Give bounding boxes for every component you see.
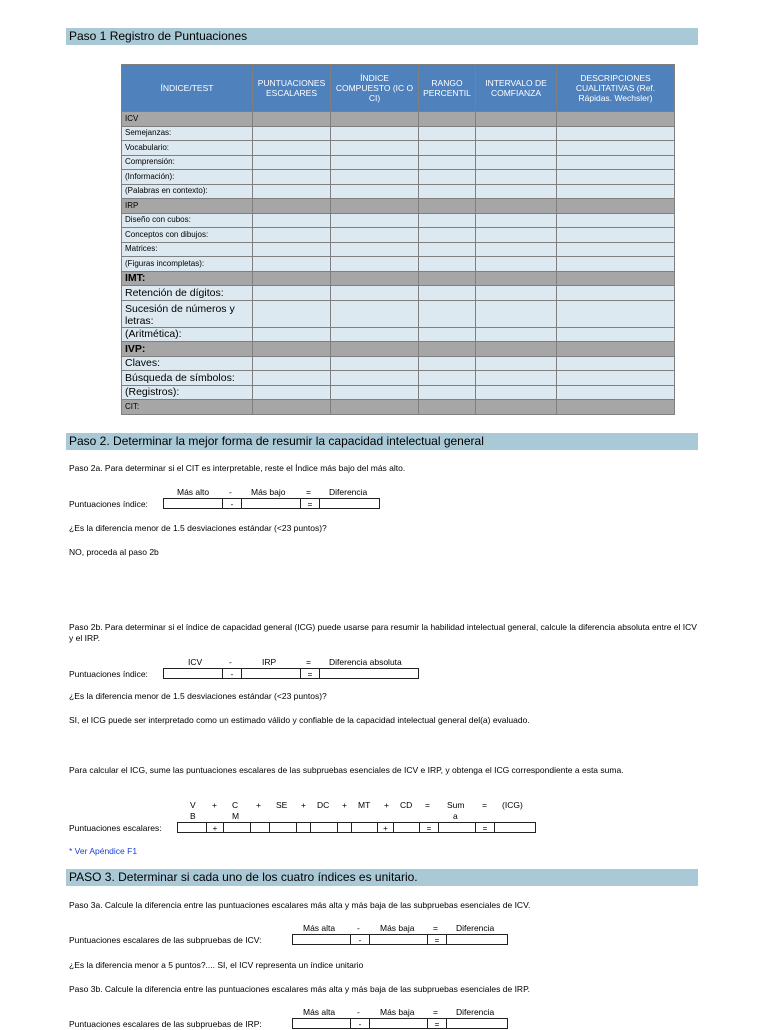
score-cell[interactable] <box>557 199 675 214</box>
table-row <box>122 213 675 228</box>
score-cell[interactable] <box>419 385 476 400</box>
score-cell[interactable] <box>419 213 476 228</box>
row-label: (Aritmética): <box>122 327 253 342</box>
score-cell[interactable] <box>557 184 675 199</box>
score-cell[interactable] <box>331 242 419 257</box>
paso2a-mas-alto-field[interactable] <box>163 498 223 509</box>
paso2b-label: Puntuaciones índice: <box>69 669 148 679</box>
paso3a-hdr-diferencia: Diferencia <box>456 923 495 933</box>
score-cell[interactable] <box>476 385 557 400</box>
score-cell[interactable] <box>476 112 557 127</box>
row-label: (Registros): <box>122 385 253 400</box>
paso3b-minus-cell: - <box>350 1018 370 1029</box>
icg-cm-field[interactable] <box>223 822 251 833</box>
score-cell[interactable] <box>557 112 675 127</box>
score-cell[interactable] <box>476 356 557 371</box>
score-cell[interactable] <box>331 126 419 141</box>
score-cell[interactable] <box>419 170 476 185</box>
score-cell[interactable] <box>253 213 331 228</box>
score-cell[interactable] <box>476 228 557 243</box>
paso2a-question: ¿Es la diferencia menor de 1.5 desviaciones estándar (<23 puntos)? <box>69 523 327 533</box>
score-cell[interactable] <box>476 170 557 185</box>
paso2a-hdr-diferencia: Diferencia <box>329 487 368 497</box>
apendice-f1-link[interactable]: * Ver Apéndice F1 <box>69 846 138 856</box>
score-cell[interactable] <box>253 112 331 127</box>
score-cell[interactable] <box>253 327 331 342</box>
score-cell[interactable] <box>557 213 675 228</box>
icg-hdr-sum: Sum <box>447 800 465 810</box>
icg-hdr-plus-5: + <box>384 800 389 810</box>
icg-gap-cell-3 <box>337 822 352 833</box>
score-cell[interactable] <box>476 242 557 257</box>
score-cell[interactable] <box>557 356 675 371</box>
row-label: Comprensión: <box>122 155 253 170</box>
icg-hdr-equals-2: = <box>482 800 487 810</box>
icg-plus-cell-1: + <box>206 822 224 833</box>
paso3b-hdr-mas-baja: Más baja <box>380 1007 415 1017</box>
score-cell[interactable] <box>331 300 419 327</box>
score-cell[interactable] <box>331 371 419 386</box>
score-cell[interactable] <box>253 126 331 141</box>
table-row <box>122 342 675 357</box>
row-label: Búsqueda de símbolos: <box>122 371 253 386</box>
score-cell[interactable] <box>331 213 419 228</box>
score-cell[interactable] <box>331 356 419 371</box>
table-row <box>122 371 675 386</box>
table-row <box>122 400 675 415</box>
score-cell[interactable] <box>476 141 557 156</box>
paso3a-mas-baja-field[interactable] <box>369 934 428 945</box>
table-row <box>122 170 675 185</box>
table-row <box>122 141 675 156</box>
score-cell[interactable] <box>419 300 476 327</box>
icg-hdr-plus-4: + <box>342 800 347 810</box>
row-label: (Figuras incompletas): <box>122 257 253 272</box>
paso3a-hdr-equals: = <box>433 923 438 933</box>
icg-hdr-equals-1: = <box>425 800 430 810</box>
paso3b-hdr-equals: = <box>433 1007 438 1017</box>
row-label: (Palabras en contexto): <box>122 184 253 199</box>
score-cell[interactable] <box>419 257 476 272</box>
paso3a-hdr-minus: - <box>357 923 360 933</box>
paso2a-label: Puntuaciones índice: <box>69 499 148 509</box>
score-cell[interactable] <box>331 286 419 301</box>
scores-table <box>121 64 675 415</box>
score-cell[interactable] <box>476 213 557 228</box>
paso3a-question: ¿Es la diferencia menor a 5 puntos?.... SI, el ICV representa un índice unitario <box>69 960 364 970</box>
paso2a-mas-bajo-field[interactable] <box>241 498 301 509</box>
table-row <box>122 257 675 272</box>
table-row <box>122 356 675 371</box>
score-cell[interactable] <box>476 371 557 386</box>
score-cell[interactable] <box>331 400 419 415</box>
paso2b-irp-field[interactable] <box>241 668 301 679</box>
paso2a-hdr-mas-alto: Más alto <box>177 487 210 497</box>
icg-se-field[interactable] <box>269 822 297 833</box>
score-cell[interactable] <box>557 155 675 170</box>
paso2b-equals-cell: = <box>300 668 320 679</box>
row-label: CIT: <box>122 400 253 415</box>
score-cell[interactable] <box>419 112 476 127</box>
score-cell[interactable] <box>557 286 675 301</box>
score-cell[interactable] <box>557 228 675 243</box>
icg-equals-cell-1: = <box>419 822 439 833</box>
icg-hdr-cm: C <box>232 800 239 810</box>
paso2b-hdr-icv: ICV <box>188 657 203 667</box>
row-label: (Información): <box>122 170 253 185</box>
paso2b-diferencia-field[interactable] <box>319 668 419 679</box>
score-cell[interactable] <box>557 385 675 400</box>
score-cell[interactable] <box>557 141 675 156</box>
paso2b-hdr-diferencia-absoluta: Diferencia absoluta <box>329 657 402 667</box>
paso3b-hdr-diferencia: Diferencia <box>456 1007 495 1017</box>
row-label: Conceptos con dibujos: <box>122 228 253 243</box>
paso3a-mas-alta-field[interactable] <box>292 934 351 945</box>
score-cell[interactable] <box>476 199 557 214</box>
icg-gap-cell-2 <box>296 822 311 833</box>
paso2b-instructions: Paso 2b. Para determinar si el índice de capacidad general (ICG) puede usarse para resumir la habilidad intelectual general, calcule la diferencia absoluta entre el ICV y el IRP. <box>69 622 697 643</box>
icg-vb-field[interactable] <box>177 822 207 833</box>
paso1-title: Paso 1 Registro de Puntuaciones <box>66 28 698 45</box>
paso3a-diferencia-field[interactable] <box>446 934 508 945</box>
table-row <box>122 300 675 327</box>
header-intervalo-confianza: INTERVALO DE COMFIANZA <box>476 65 557 112</box>
row-label: ICV <box>122 112 253 127</box>
score-cell[interactable] <box>419 199 476 214</box>
paso2-title: Paso 2. Determinar la mejor forma de resumir la capacidad intelectual general <box>66 433 698 450</box>
row-label: Sucesión de números y letras: <box>122 300 253 327</box>
score-cell[interactable] <box>253 400 331 415</box>
score-cell[interactable] <box>419 155 476 170</box>
score-cell[interactable] <box>253 170 331 185</box>
paso3a-label: Puntuaciones escalares de las subpruebas de ICV: <box>69 935 262 945</box>
score-cell[interactable] <box>419 356 476 371</box>
score-cell[interactable] <box>419 126 476 141</box>
row-label: Retención de dígitos: <box>122 286 253 301</box>
score-cell[interactable] <box>476 286 557 301</box>
paso3a-minus-cell: - <box>350 934 370 945</box>
score-cell[interactable] <box>253 199 331 214</box>
icg-hdr-se: SE <box>276 800 288 810</box>
header-puntuaciones-escalares: PUNTUACIONES ESCALARES <box>253 65 331 112</box>
score-cell[interactable] <box>331 271 419 286</box>
score-cell[interactable] <box>557 126 675 141</box>
score-cell[interactable] <box>253 385 331 400</box>
score-cell[interactable] <box>331 199 419 214</box>
paso2a-hdr-mas-bajo: Más bajo <box>251 487 286 497</box>
row-label: Diseño con cubos: <box>122 213 253 228</box>
paso3b-label: Puntuaciones escalares de las subpruebas de IRP: <box>69 1019 262 1029</box>
icg-cd-field[interactable] <box>393 822 420 833</box>
paso2b-question: ¿Es la diferencia menor de 1.5 desviaciones estándar (<23 puntos)? <box>69 691 327 701</box>
score-cell[interactable] <box>253 184 331 199</box>
row-label: Semejanzas: <box>122 126 253 141</box>
score-cell[interactable] <box>476 271 557 286</box>
table-row <box>122 228 675 243</box>
icg-gap-cell-1 <box>250 822 270 833</box>
paso2b-minus-cell: - <box>222 668 242 679</box>
score-cell[interactable] <box>253 356 331 371</box>
score-cell[interactable] <box>557 327 675 342</box>
score-cell[interactable] <box>419 327 476 342</box>
icg-suma-field[interactable] <box>438 822 476 833</box>
score-cell[interactable] <box>331 112 419 127</box>
paso2c-instructions: Para calcular el ICG, sume las puntuaciones escalares de las subpruebas esenciales de ICV e IRP, y obtenga el ICG correspondiente a esta suma. <box>69 765 624 775</box>
score-cell[interactable] <box>253 371 331 386</box>
table-row <box>122 112 675 127</box>
score-cell[interactable] <box>419 400 476 415</box>
score-cell[interactable] <box>419 184 476 199</box>
paso2b-hdr-irp: IRP <box>262 657 277 667</box>
table-row <box>122 242 675 257</box>
header-rango-percentil: RANGO PERCENTIL <box>419 65 476 112</box>
score-cell[interactable] <box>419 141 476 156</box>
score-cell[interactable] <box>476 342 557 357</box>
table-row <box>122 126 675 141</box>
paso3b-equals-cell: = <box>427 1018 447 1029</box>
table-row <box>122 155 675 170</box>
icg-hdr-plus-1: + <box>212 800 217 810</box>
score-cell[interactable] <box>419 342 476 357</box>
row-label: IVP: <box>122 342 253 357</box>
icg-equals-cell-2: = <box>475 822 495 833</box>
row-label: IMT: <box>122 271 253 286</box>
header-indice-compuesto: ÍNDICE COMPUESTO (IC O CI) <box>331 65 419 112</box>
icg-mt-field[interactable] <box>351 822 378 833</box>
icg-result-field[interactable] <box>494 822 536 833</box>
score-cell[interactable] <box>476 184 557 199</box>
score-cell[interactable] <box>419 371 476 386</box>
score-cell[interactable] <box>419 271 476 286</box>
score-cell[interactable] <box>476 327 557 342</box>
row-label: Claves: <box>122 356 253 371</box>
paso2a-instructions: Paso 2a. Para determinar si el CIT es interpretable, reste el Índice más bajo del más alto. <box>69 463 406 473</box>
icg-hdr-icg: (ICG) <box>502 800 523 810</box>
header-descripciones: DESCRIPCIONES CUALITATIVAS (Ref. Rápidas. Wechsler) <box>557 65 675 112</box>
row-label: Matrices: <box>122 242 253 257</box>
paso2b-answer: SI, el ICG puede ser interpretado como un estimado válido y confiable de la capacidad intelectual general del(a) evaluado. <box>69 715 530 725</box>
icg-label: Puntuaciones escalares: <box>69 823 162 833</box>
score-cell[interactable] <box>476 257 557 272</box>
icg-hdr-mt: MT <box>358 800 371 810</box>
score-cell[interactable] <box>331 228 419 243</box>
paso3-title: PASO 3. Determinar si cada uno de los cuatro índices es unitario. <box>66 869 698 886</box>
score-cell[interactable] <box>476 400 557 415</box>
score-cell[interactable] <box>557 342 675 357</box>
table-row <box>122 199 675 214</box>
table-row <box>122 271 675 286</box>
score-cell[interactable] <box>331 327 419 342</box>
score-cell[interactable] <box>331 141 419 156</box>
paso3b-instructions: Paso 3b. Calcule la diferencia entre las puntuaciones escalares más alta y más baja de las subpruebas esenciales de IRP. <box>69 984 531 994</box>
score-cell[interactable] <box>557 242 675 257</box>
header-indice-test: ÍNDICE/TEST <box>122 65 253 112</box>
score-cell[interactable] <box>557 300 675 327</box>
table-row <box>122 184 675 199</box>
score-cell[interactable] <box>253 342 331 357</box>
score-cell[interactable] <box>253 257 331 272</box>
paso3b-hdr-minus: - <box>357 1007 360 1017</box>
score-cell[interactable] <box>557 271 675 286</box>
score-cell[interactable] <box>253 228 331 243</box>
row-label: Vocabulario: <box>122 141 253 156</box>
paso3a-hdr-mas-baja: Más baja <box>380 923 415 933</box>
score-cell[interactable] <box>331 155 419 170</box>
paso2a-minus-cell: - <box>222 498 242 509</box>
score-cell[interactable] <box>331 184 419 199</box>
score-cell[interactable] <box>557 371 675 386</box>
score-cell[interactable] <box>253 271 331 286</box>
paso3a-hdr-mas-alta: Más alta <box>303 923 336 933</box>
score-cell[interactable] <box>557 400 675 415</box>
paso2a-hdr-equals: = <box>306 487 311 497</box>
score-cell[interactable] <box>419 228 476 243</box>
score-cell[interactable] <box>476 126 557 141</box>
score-cell[interactable] <box>253 242 331 257</box>
score-cell[interactable] <box>419 286 476 301</box>
score-cell[interactable] <box>331 170 419 185</box>
score-cell[interactable] <box>253 155 331 170</box>
score-cell[interactable] <box>419 242 476 257</box>
table-header-row <box>122 65 675 112</box>
score-cell[interactable] <box>557 170 675 185</box>
row-label: IRP <box>122 199 253 214</box>
score-cell[interactable] <box>476 300 557 327</box>
paso2b-hdr-minus: - <box>229 657 232 667</box>
icg-hdr-vb-line2: B <box>190 811 196 821</box>
icg-hdr-vb: V <box>190 800 196 810</box>
icg-hdr-plus-3: + <box>301 800 306 810</box>
paso3a-equals-cell: = <box>427 934 447 945</box>
paso2b-hdr-equals: = <box>306 657 311 667</box>
score-cell[interactable] <box>476 155 557 170</box>
paso2a-equals-cell: = <box>300 498 320 509</box>
table-row <box>122 385 675 400</box>
score-cell[interactable] <box>253 141 331 156</box>
icg-dc-field[interactable] <box>310 822 338 833</box>
score-cell[interactable] <box>331 342 419 357</box>
paso3a-instructions: Paso 3a. Calcule la diferencia entre las puntuaciones escalares más alta y más baja de las subpruebas esenciales de ICV. <box>69 900 531 910</box>
paso2a-diferencia-field[interactable] <box>319 498 380 509</box>
table-row <box>122 286 675 301</box>
score-cell[interactable] <box>253 286 331 301</box>
icg-hdr-plus-2: + <box>256 800 261 810</box>
paso2b-icv-field[interactable] <box>163 668 223 679</box>
icg-hdr-cm-line2: M <box>232 811 240 821</box>
icg-hdr-dc: DC <box>317 800 330 810</box>
icg-hdr-sum-line2: a <box>453 811 458 821</box>
icg-hdr-cd: CD <box>400 800 413 810</box>
score-cell[interactable] <box>557 257 675 272</box>
paso2a-answer: NO, proceda al paso 2b <box>69 547 159 557</box>
paso2a-hdr-minus: - <box>229 487 232 497</box>
score-cell[interactable] <box>331 257 419 272</box>
paso3b-hdr-mas-alta: Más alta <box>303 1007 336 1017</box>
icg-plus-cell-2: + <box>377 822 394 833</box>
score-cell[interactable] <box>331 385 419 400</box>
score-cell[interactable] <box>253 300 331 327</box>
table-row <box>122 327 675 342</box>
